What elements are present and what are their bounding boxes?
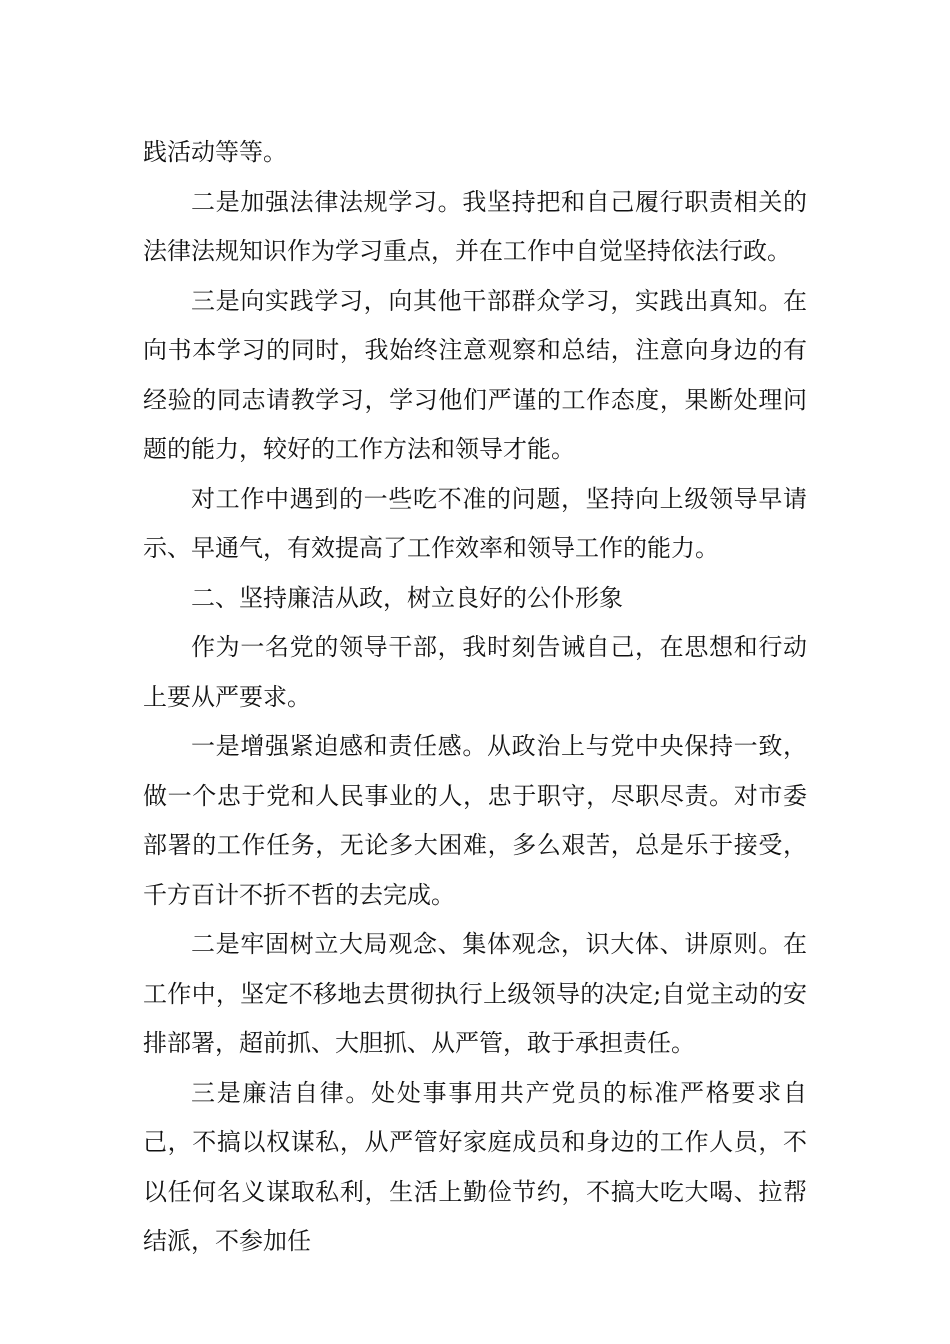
paragraph-3: 三是向实践学习，向其他干部群众学习，实践出真知。在向书本学习的同时，我始终注意观察和总结，注意向身边的有经验的同志请教学习，学习他们严谨的工作态度，果断处理问题的能力，较好的工作方法和领导才能。 [143, 286, 807, 463]
paragraph-2: 二是加强法律法规学习。我坚持把和自己履行职责相关的法律法规知识作为学习重点，并在工作中自觉坚持依法行政。 [143, 187, 807, 265]
paragraph-7: 一是增强紧迫感和责任感。从政治上与党中央保持一致，做一个忠于党和人民事业的人，忠于职守，尽职尽责。对市委部署的工作任务，无论多大困难，多么艰苦，总是乐于接受，千方百计不折不哲的去完成。 [143, 732, 807, 909]
paragraph-6: 作为一名党的领导干部，我时刻告诫自己，在思想和行动上要从严要求。 [143, 633, 807, 711]
paragraph-9: 三是廉洁自律。处处事事用共产党员的标准严格要求自己，不搞以权谋私，从严管好家庭成员和身边的工作人员，不以任何名义谋取私利，生活上勤俭节约，不搞大吃大喝、拉帮结派，不参加任 [143, 1078, 807, 1255]
paragraph-4: 对工作中遇到的一些吃不准的问题，坚持向上级领导早请示、早通气，有效提高了工作效率和领导工作的能力。 [143, 484, 807, 562]
paragraph-8: 二是牢固树立大局观念、集体观念，识大体、讲原则。在工作中，坚定不移地去贯彻执行上级领导的决定;自觉主动的安排部署，超前抓、大胆抓、从严管，敢于承担责任。 [143, 930, 807, 1057]
section-heading: 二、坚持廉洁从政，树立良好的公仆形象 [191, 583, 623, 612]
document-body [143, 128, 807, 1267]
paragraph-1: 践活动等等。 [143, 138, 287, 166]
